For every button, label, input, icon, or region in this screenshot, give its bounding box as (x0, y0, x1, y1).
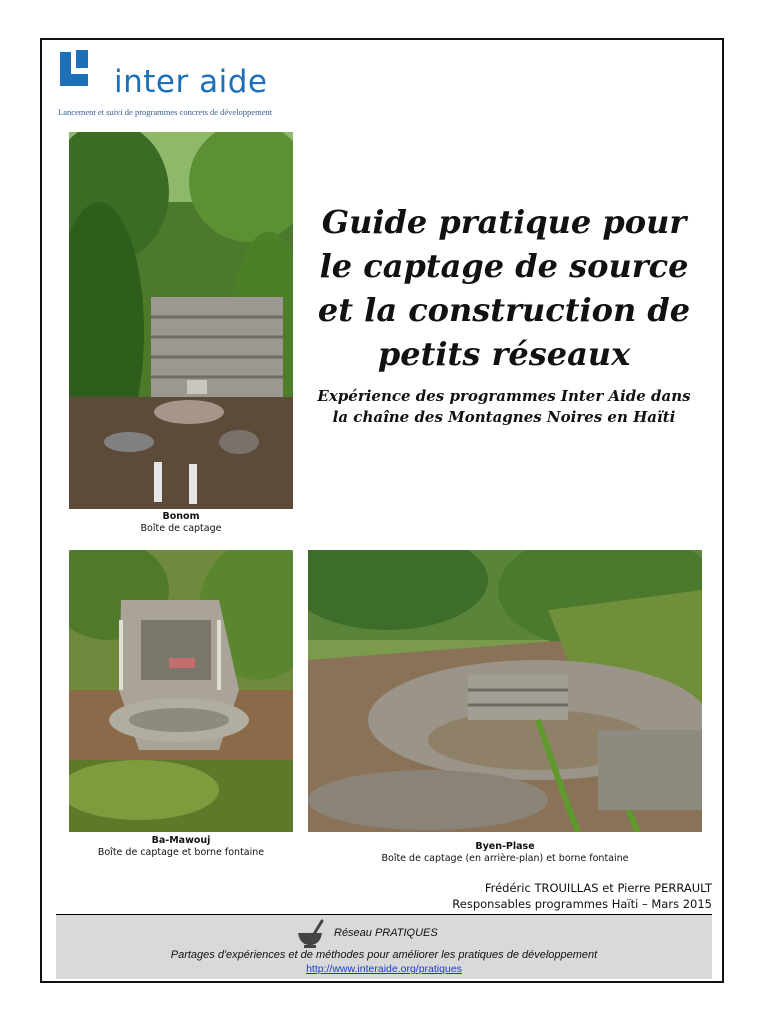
caption-bonom (69, 511, 293, 535)
spring-box-photo (69, 550, 293, 832)
cover-page (40, 38, 724, 983)
authors-block (452, 880, 712, 912)
mortar-pestle-icon (294, 919, 326, 949)
network-link[interactable]: http://www.interaide.org/pratiques (306, 963, 462, 975)
subtitle-line: Expérience des programmes Inter Aide dans (317, 387, 691, 405)
caption-place: Ba-Mawouj (151, 835, 211, 846)
network-description: Partages d'expériences et de méthodes pour améliorer les pratiques de développement (170, 949, 598, 961)
inter-aide-logo-icon (58, 48, 92, 90)
spring-box-photo (69, 132, 293, 509)
title-line: le captage de source (319, 247, 689, 285)
caption-description: Boîte de captage (en arrière-plan) et borne fontaine (381, 853, 629, 864)
inter-aide-logo (58, 48, 298, 120)
title-line: petits réseaux (377, 335, 631, 373)
photo-ba-mawouj (69, 550, 293, 832)
photo-byen-plase (308, 550, 702, 832)
caption-ba-mawouj (69, 835, 293, 859)
spring-box-photo (308, 550, 702, 832)
brand-name: inter aide (114, 64, 268, 100)
author-names: Frédéric TROUILLAS et Pierre PERRAULT (484, 881, 712, 895)
subtitle-line: la chaîne des Montagnes Noires en Haïti (332, 408, 676, 426)
author-role: Responsables programmes Haïti – Mars 2015 (452, 897, 712, 911)
document-subtitle (304, 386, 704, 428)
brand-tagline: Lancement et suivi de programmes concrets de développement (58, 107, 273, 117)
caption-description: Boîte de captage et borne fontaine (97, 847, 265, 858)
network-name: Réseau PRATIQUES (334, 927, 438, 939)
caption-byen-plase (308, 841, 702, 865)
title-line: et la construction de (317, 291, 691, 329)
caption-place: Byen-Plase (475, 841, 535, 852)
photo-bonom (69, 132, 293, 509)
document-title (304, 200, 704, 376)
caption-description: Boîte de captage (140, 523, 222, 534)
title-line: Guide pratique pour (321, 203, 687, 241)
footer-banner (56, 915, 712, 979)
caption-place: Bonom (162, 511, 200, 522)
